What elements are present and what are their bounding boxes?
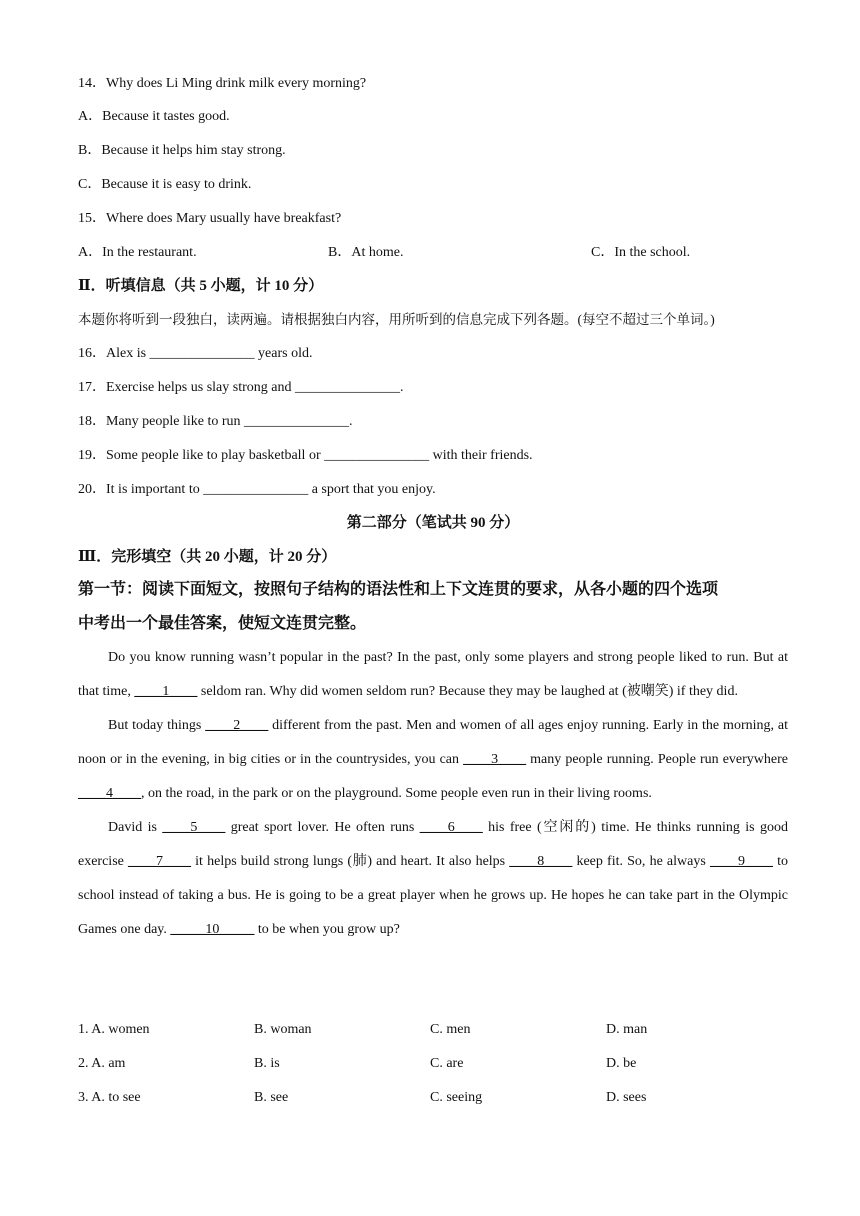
question-14-option-b: B．Because it helps him stay strong. xyxy=(78,143,286,158)
blank-4: ____4____ xyxy=(78,786,141,801)
passage-text: it helps build strong lungs (肺) and heart. It also helps xyxy=(191,854,510,869)
passage-text: David is xyxy=(108,820,163,835)
choice-2-d: D. be xyxy=(606,1056,637,1071)
section-2-instruction: 本题你将听到一段独白，读两遍。请根据独白内容，用所听到的信息完成下列各题。(每空不超过三个单词。) xyxy=(78,312,715,327)
blank-10: _____10_____ xyxy=(170,922,255,937)
passage-text: Do you know running wasn’t popular in the past? In the past, only some players and strong people liked to run. But at that time, xyxy=(78,650,788,699)
blank-3: ____3____ xyxy=(463,752,527,767)
blank-8: ____8____ xyxy=(509,854,573,869)
choice-3-c: C. seeing xyxy=(430,1090,483,1105)
question-19: 19．Some people like to play basketball or _______________ with their friends. xyxy=(78,448,533,463)
passage-text: to be when you grow up? xyxy=(254,922,400,937)
choice-3-b: B. see xyxy=(254,1090,289,1105)
passage-text: keep fit. So, he always xyxy=(572,854,710,869)
question-15-option-a: A．In the restaurant. xyxy=(78,245,197,260)
section-2-title: Ⅱ．听填信息（共 5 小题，计 10 分） xyxy=(78,278,324,294)
passage-text: his free (空闲的) time. He thinks running is good exercise xyxy=(78,820,788,869)
passage-paragraph-2 xyxy=(78,709,788,811)
blank-2: ____2____ xyxy=(205,718,269,733)
section-3-instruction-line1: 第一节：阅读下面短文，按照句子结构的语法性和上下文连贯的要求，从各小题的四个选项 xyxy=(78,581,719,598)
blank-7: ____7____ xyxy=(128,854,192,869)
passage-text: many people running. People run everywhere xyxy=(526,752,789,767)
choice-1-c: C. men xyxy=(430,1022,471,1037)
passage-text: But today things xyxy=(108,718,206,733)
question-17: 17．Exercise helps us slay strong and _______________. xyxy=(78,380,404,395)
passage-paragraph-3 xyxy=(78,811,788,947)
choice-2-a: 2. A. am xyxy=(78,1056,126,1071)
passage-text: seldom ran. Why did women seldom run? Because they may be laughed at (被嘲笑) if they did. xyxy=(197,684,738,699)
passage-text: different from the past. Men and women of all ages enjoy running. Early in the morning, at noon or in the evening, in big cities or in the countrysides, you can xyxy=(78,718,788,767)
question-14-option-a: A．Because it tastes good. xyxy=(78,109,230,124)
passage-text: , on the road, in the park or on the playground. Some people even run in their living rooms. xyxy=(141,786,652,801)
choice-1-a: 1. A. women xyxy=(78,1022,150,1037)
choice-3-d: D. sees xyxy=(606,1090,647,1105)
passage-text: to school instead of taking a bus. He is going to be a great player when he grows up. He hopes he can take part in the Olympic Games one day. xyxy=(78,854,789,937)
passage-paragraph-1 xyxy=(78,641,788,709)
choice-1-d: D. man xyxy=(606,1022,648,1037)
question-18: 18．Many people like to run _______________. xyxy=(78,414,353,429)
section-3-title: Ⅲ．完形填空（共 20 小题，计 20 分） xyxy=(78,549,337,565)
blank-9: ____9____ xyxy=(709,854,773,869)
choice-3-a: 3. A. to see xyxy=(78,1090,141,1105)
choice-1-b: B. woman xyxy=(254,1022,312,1037)
question-14-stem: 14．Why does Li Ming drink milk every morning? xyxy=(78,76,367,91)
question-15-option-b: B．At home. xyxy=(328,245,404,260)
question-15-stem: 15．Where does Mary usually have breakfast? xyxy=(78,211,342,226)
section-3-instruction-line2: 中考出一个最佳答案，使短文连贯完整。 xyxy=(78,615,367,632)
blank-5: ____5____ xyxy=(162,820,226,835)
question-16: 16．Alex is _______________ years old. xyxy=(78,346,313,361)
part-2-title: 第二部分（笔试共 90 分） xyxy=(346,515,520,531)
question-14-option-c: C．Because it is easy to drink. xyxy=(78,177,252,192)
choice-2-c: C. are xyxy=(430,1056,464,1071)
question-15-option-c: C．In the school. xyxy=(591,245,691,260)
blank-6: ____6____ xyxy=(419,820,483,835)
blank-1: ____1____ xyxy=(134,684,198,699)
cloze-passage xyxy=(78,641,788,947)
passage-text: great sport lover. He often runs xyxy=(225,820,420,835)
choice-2-b: B. is xyxy=(254,1056,280,1071)
question-20: 20．It is important to _______________ a sport that you enjoy. xyxy=(78,482,436,497)
